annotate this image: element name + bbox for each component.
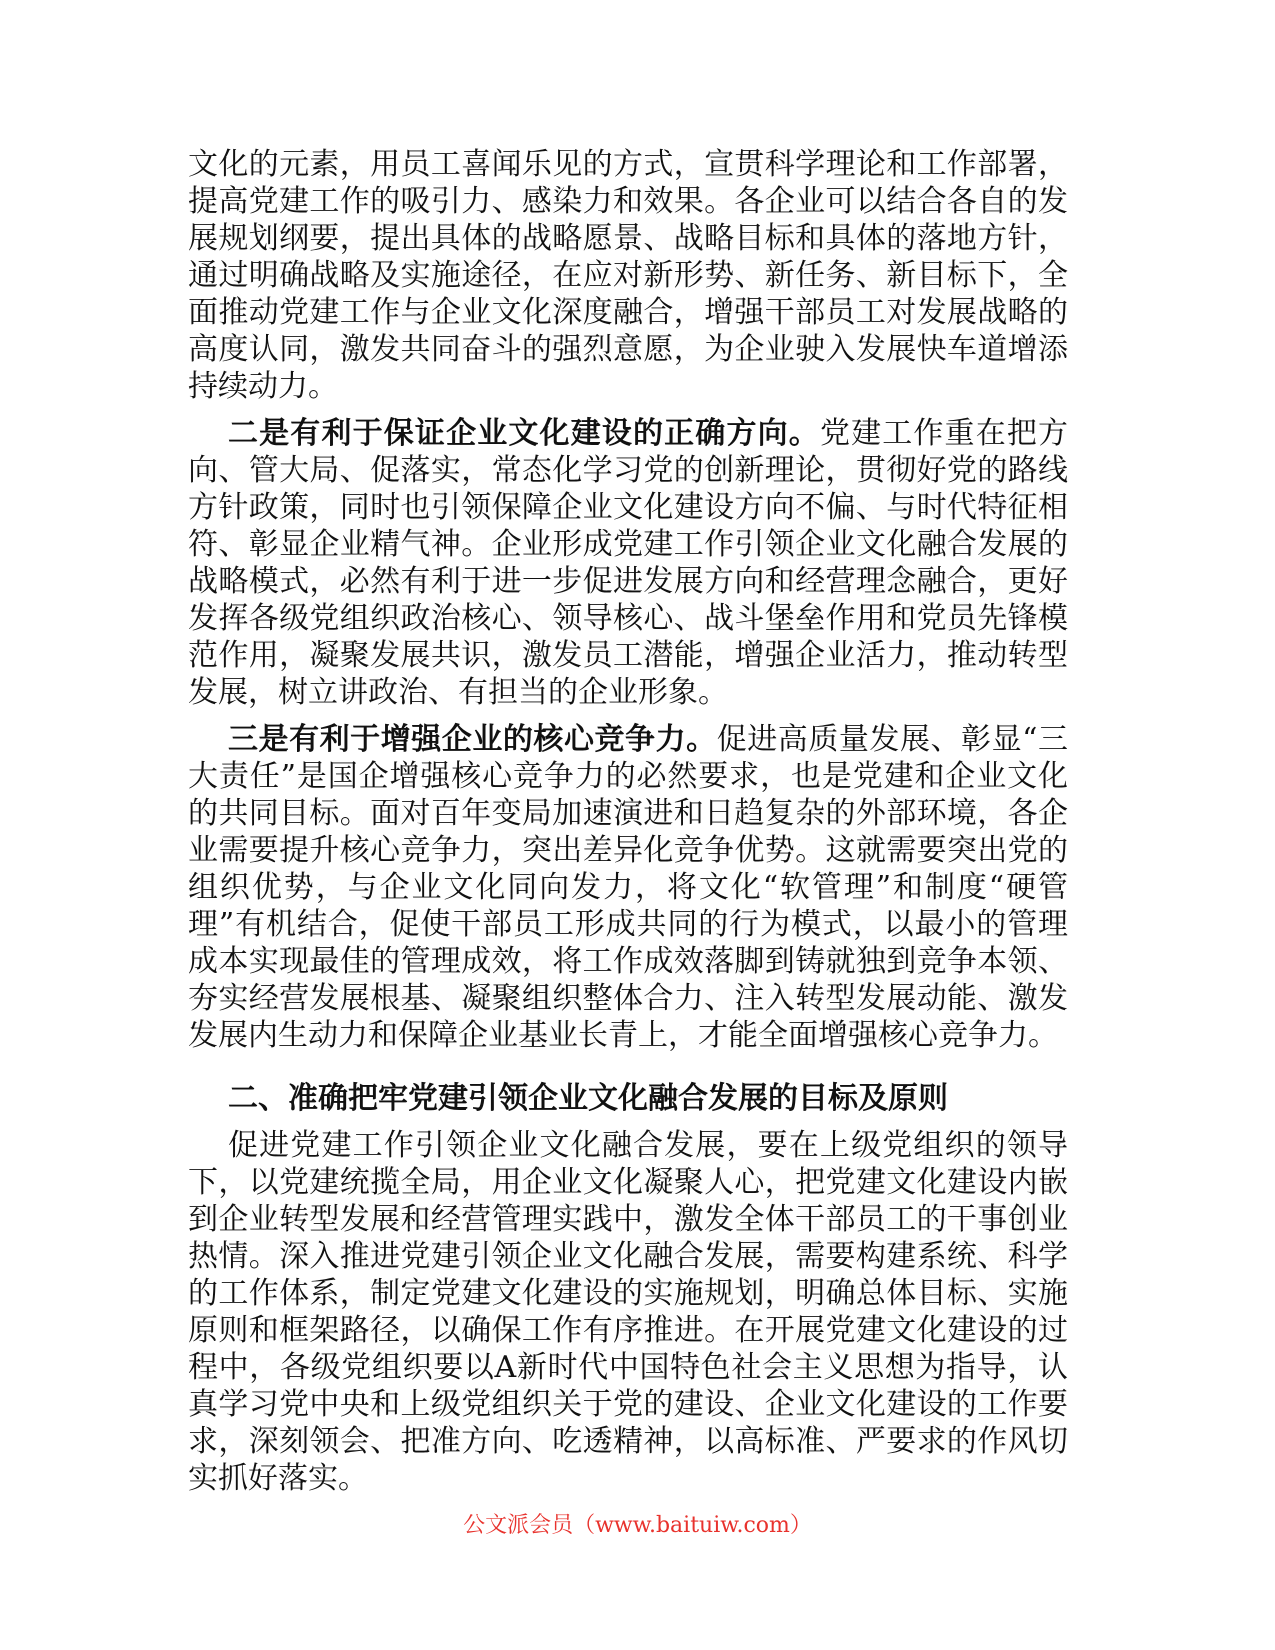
paragraph-2-lead: 二是有利于保证企业文化建设的正确方向。 bbox=[228, 416, 820, 451]
document-body bbox=[188, 146, 1068, 1507]
paragraph-3-body: 促进高质量发展、彰显“三大责任”是国企增强核心竞争力的必然要求，也是党建和企业文化的共同目标。面对百年变局加速演进和日趋复杂的外部环境，各企业需要提升核心竞争力，突出差异化竞争优势。这就需要突出党的组织优势，与企业文化同向发力，将文化“软管理”和制度“硬管理”有机结合，促使干部员工形成共同的行为模式，以最小的管理成本实现最佳的管理成效，将工作成效落脚到铸就独到竞争本领、夯实经营发展根基、凝聚组织整体合力、注入转型发展动能、激发发展内生动力和保障企业基业长青上，才能全面增强核心竞争力。 bbox=[188, 722, 1068, 1053]
paragraph-2 bbox=[188, 415, 1068, 711]
footer-watermark: 公文派会员（www.baituiw.com） bbox=[463, 1513, 812, 1538]
paragraph-3-lead: 三是有利于增强企业的核心竞争力。 bbox=[228, 722, 717, 757]
section-heading: 二、准确把牢党建引领企业文化融合发展的目标及原则 bbox=[228, 1081, 948, 1116]
paragraph-4 bbox=[188, 1127, 1068, 1497]
paragraph-4-text: 促进党建工作引领企业文化融合发展，要在上级党组织的领导下，以党建统揽全局，用企业文化凝聚人心，把党建文化建设内嵌到企业转型发展和经营管理实践中，激发全体干部员工的干事创业热情。深入推进党建引领企业文化融合发展，需要构建系统、科学的工作体系，制定党建文化建设的实施规划，明确总体目标、实施原则和框架路径，以确保工作有序推进。在开展党建文化建设的过程中，各级党组织要以A新时代中国特色社会主义思想为指导，认真学习党中央和上级党组织关于党的建设、企业文化建设的工作要求，深刻领会、把准方向、吃透精神，以高标准、严要求的作风切实抓好落实。 bbox=[188, 1128, 1068, 1496]
paragraph-1-text: 文化的元素，用员工喜闻乐见的方式，宣贯科学理论和工作部署，提高党建工作的吸引力、感染力和效果。各企业可以结合各自的发展规划纲要，提出具体的战略愿景、战略目标和具体的落地方针，通过明确战略及实施途径，在应对新形势、新任务、新目标下，全面推动党建工作与企业文化深度融合，增强干部员工对发展战略的高度认同，激发共同奋斗的强烈意愿，为企业驶入发展快车道增添持续动力。 bbox=[188, 147, 1068, 404]
paragraph-3 bbox=[188, 721, 1068, 1054]
paragraph-1 bbox=[188, 146, 1068, 405]
paragraph-2-body: 党建工作重在把方向、管大局、促落实，常态化学习党的创新理论，贯彻好党的路线方针政策，同时也引领保障企业文化建设方向不偏、与时代特征相符、彰显企业精气神。企业形成党建工作引领企业文化融合发展的战略模式，必然有利于进一步促进发展方向和经营理念融合，更好发挥各级党组织政治核心、领导核心、战斗堡垒作用和党员先锋模范作用，凝聚发展共识，激发员工潜能，增强企业活力，推动转型发展，树立讲政治、有担当的企业形象。 bbox=[188, 416, 1069, 710]
